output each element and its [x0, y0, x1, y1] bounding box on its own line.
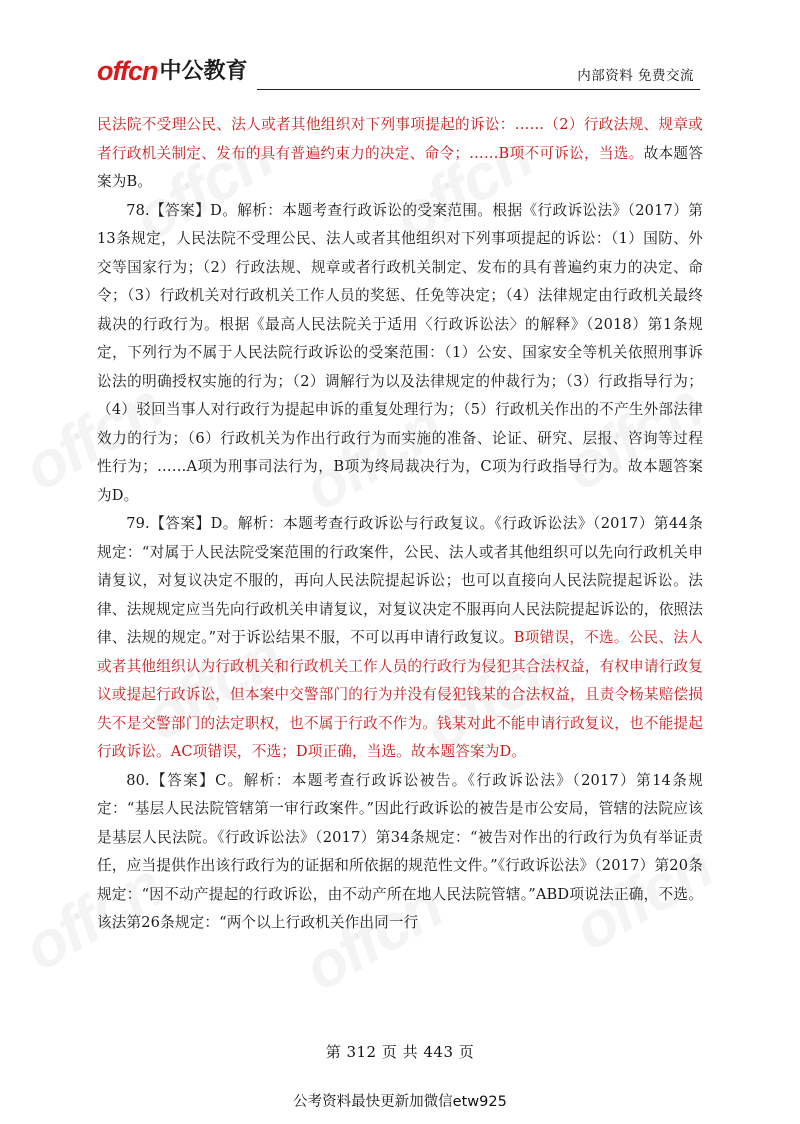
continued-text-answer: 故本题答案为B。 [97, 144, 703, 190]
page-content [97, 111, 703, 938]
q79-text-red: B项错误，不选。公民、法人或者其他组织认为行政机关和行政机关工作人员的行政行为侵犯其合法权益，有权申请行政复议或提起行政诉讼，但本案中交警部门的行为并没有侵犯钱某的合法权益，且责令杨某赔偿损失不是交警部门的法定职权，也不属于行政不作为。钱某对此不能申请行政复议，也不能提起行政诉讼。AC项错误，不选；D项正确，当选。故本题答案为D。 [97, 629, 703, 760]
page-number: 第 312 页 共 443 页 [325, 1043, 475, 1061]
continued-text-red: 民法院不受理公民、法人或者其他组织对下列事项提起的诉讼：……（2）行政法规、规章或者行政机关制定、发布的具有普遍约束力的决定、命令；……B项不可诉讼，当选。 [97, 116, 703, 162]
page-header [97, 58, 700, 90]
footer-note: 公考资料最快更新加微信etw925 [293, 1094, 507, 1110]
question-80-explanation: 80.【答案】C。解析：本题考查行政诉讼被告。《行政诉讼法》（2017）第14条规定：“基层人民法院管辖第一审行政案件。”因此行政诉讼的被告是市公安局，管辖的法院应该是基层人民法院。《行政诉讼法》（2017）第34条规定：“被告对作出的行政行为负有举证责任，应当提供作出该行政行为的证据和所依据的规范性文件。”《行政诉讼法》（2017）第20条规定：“因不动产提起的行政诉讼，由不动产所在地人民法院管辖。”ABD项说法正确，不选。该法第26条规定：“两个以上行政机关作出同一行 [97, 771, 703, 931]
continued-paragraph [97, 111, 703, 197]
offcn-logo [97, 58, 248, 85]
q79-text-black: 79.【答案】D。解析：本题考查行政诉讼与行政复议。《行政诉讼法》（2017）第44条规定：“对属于人民法院受案范围的行政案件，公民、法人或者其他组织可以先向行政机关申请复议，对复议决定不服的，再向人民法院提起诉讼；也可以直接向人民法院提起诉讼。法律、法规规定应当先向行政机关申请复议，对复议决定不服再向人民法院提起诉讼的，依照法律、法规的规定。”对于诉讼结果不服，不可以再申请行政复议。 [97, 515, 703, 646]
logo-wordmark: offcn [97, 56, 158, 86]
question-79-explanation [97, 510, 703, 767]
logo-chinese-name: 中公教育 [159, 59, 248, 84]
question-78-explanation: 78.【答案】D。解析：本题考查行政诉讼的受案范围。根据《行政诉讼法》（2017）第13条规定，人民法院不受理公民、法人或者其他组织对下列事项提起的诉讼：（1）国防、外交等国家行为；（2）行政法规、规章或者行政机关制定、发布的具有普遍约束力的决定、命令；（3）行政机关对行政机关工作人员的奖惩、任免等决定；（4）法律规定由行政机关最终裁决的行政行为。根据《最高人民法院关于适用〈行政诉讼法〉的解释》（2018）第1条规定，下列行为不属于人民法院行政诉讼的受案范围：（1）公安、国家安全等机关依照刑事诉讼法的明确授权实施的行为；（2）调解行为以及法律规定的仲裁行为；（3）行政指导行为；（4）驳回当事人对行政行为提起申诉的重复处理行为；（5）行政机关作出的不产生外部法律效力的行为；（6）行政机关为作出行政行为而实施的准备、论证、研究、层报、咨询等过程性行为；……A项为刑事司法行为，B项为终局裁决行为，C项为行政指导行为。故本题答案为D。 [97, 201, 703, 504]
header-divider [257, 89, 700, 90]
header-tagline: 内部资料 免费交流 [577, 68, 694, 84]
